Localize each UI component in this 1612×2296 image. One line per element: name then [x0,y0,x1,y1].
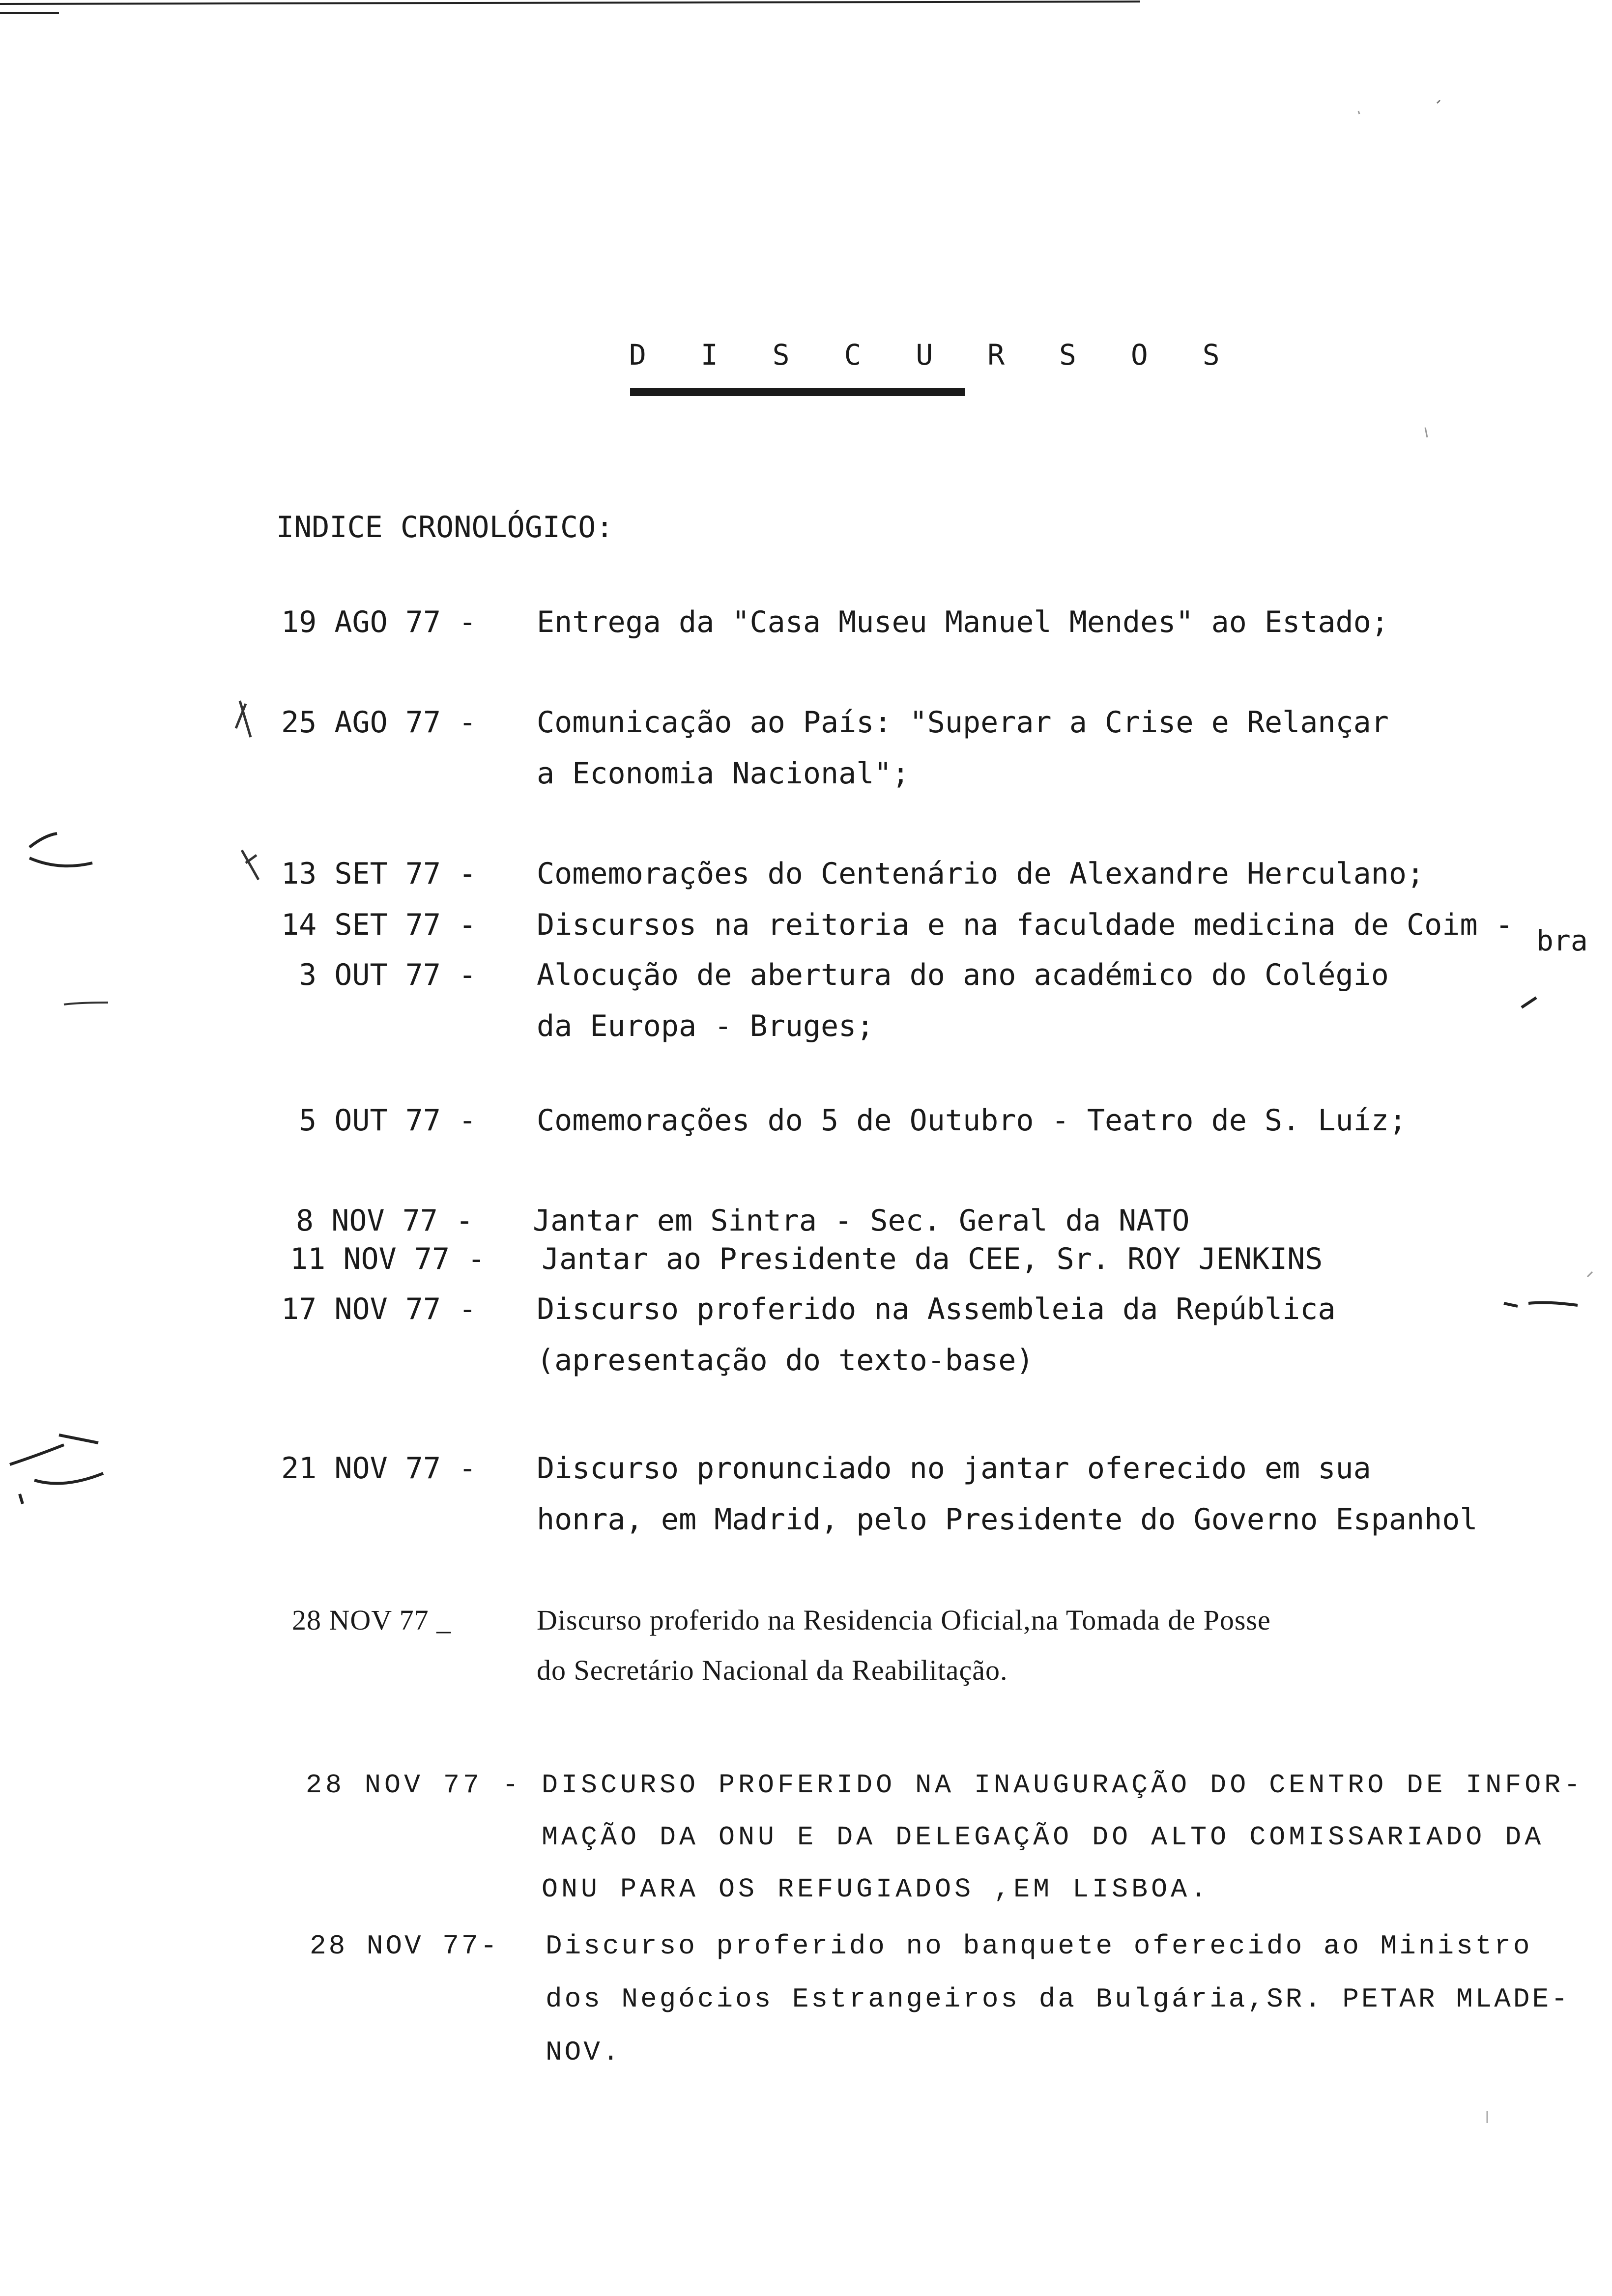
entry-date: 5 OUT 77 - [299,1103,477,1138]
margin-scribble-2 [64,1003,108,1004]
entry-text-line: Discurso proferido no banquete oferecido ao Ministro [546,1930,1532,1962]
check-mark-13-set [242,850,259,880]
entry-date: 28 NOV 77 - [306,1770,522,1801]
entry-date: 3 OUT 77 - [299,958,477,992]
entry-text-line: Discurso proferido na Residencia Oficial,na Tomada de Posse [537,1604,1271,1636]
entry-text-line: da Europa - Bruges; [537,1009,874,1043]
entry-text-line: DISCURSO PROFERIDO NA INAUGURAÇÃO DO CENTRO DE INFOR- [542,1770,1584,1801]
entry-text-line: Discurso pronunciado no jantar oferecido em sua [537,1451,1371,1486]
margin-mark-right-2 [1504,1303,1578,1306]
entry-date: 14 SET 77 - [281,908,477,942]
entry-text-line: Discursos na reitoria e na faculdade medicina de Coim - [537,908,1513,942]
entry-text-line: NOV. [546,2037,622,2068]
entry-text-line: Comunicação ao País: "Superar a Crise e Relançar [537,705,1389,740]
entry-text-line: honra, em Madrid, pelo Presidente do Governo Espanhol [537,1502,1478,1537]
entry-date: 11 NOV 77 - [290,1242,486,1276]
page-title: D I S C U R S O S [629,338,1238,372]
margin-scribble-1 [29,833,92,866]
entry-text-line: (apresentação do texto-base) [537,1343,1034,1378]
entry-text-line: dos Negócios Estrangeiros da Bulgária,SR. PETAR MLADE- [546,1983,1570,2015]
dust-speck-3 [1425,428,1427,437]
dust-speck-4 [1587,1272,1592,1277]
check-mark-25-ago [236,701,251,737]
index-heading: INDICE CRONOLÓGICO: [276,510,614,545]
margin-note-bra: bra [1536,924,1588,957]
entry-date: 13 SET 77 - [281,857,477,891]
entry-date: 8 NOV 77 - [296,1204,474,1238]
entry-date: 19 AGO 77 - [281,605,477,639]
entry-date: 28 NOV 77- [310,1930,500,1962]
entry-text-line: do Secretário Nacional da Reabilitação. [537,1654,1008,1686]
margin-scribble-3 [10,1435,103,1504]
entry-text-line: Jantar ao Presidente da CEE, Sr. ROY JENKINS [542,1242,1323,1276]
margin-mark-right-1 [1522,998,1536,1007]
entry-text-line: Comemorações do 5 de Outubro - Teatro de S. Luíz; [537,1103,1407,1138]
entry-text-line: MAÇÃO DA ONU E DA DELEGAÇÃO DO ALTO COMISSARIADO DA [542,1822,1545,1853]
entry-date: 17 NOV 77 - [281,1292,477,1326]
entry-text-line: Entrega da "Casa Museu Manuel Mendes" ao Estado; [537,605,1389,639]
entry-date: 21 NOV 77 - [281,1451,477,1486]
entry-text-line: Comemorações do Centenário de Alexandre Herculano; [537,857,1425,891]
entry-date: 28 NOV 77 _ [292,1604,452,1636]
entry-date: 25 AGO 77 - [281,705,477,740]
entry-text-line: a Economia Nacional"; [537,756,910,791]
dust-speck-2 [1358,111,1359,114]
entry-text-line: Discurso proferido na Assembleia da República [537,1292,1336,1326]
entry-text-line: Jantar em Sintra - Sec. Geral da NATO [533,1204,1190,1238]
entry-text-line: ONU PARA OS REFUGIADOS ,EM LISBOA. [542,1874,1210,1905]
dust-speck-1 [1437,100,1440,103]
entry-text-line: Alocução de abertura do ano académico do Colégio [537,958,1389,992]
